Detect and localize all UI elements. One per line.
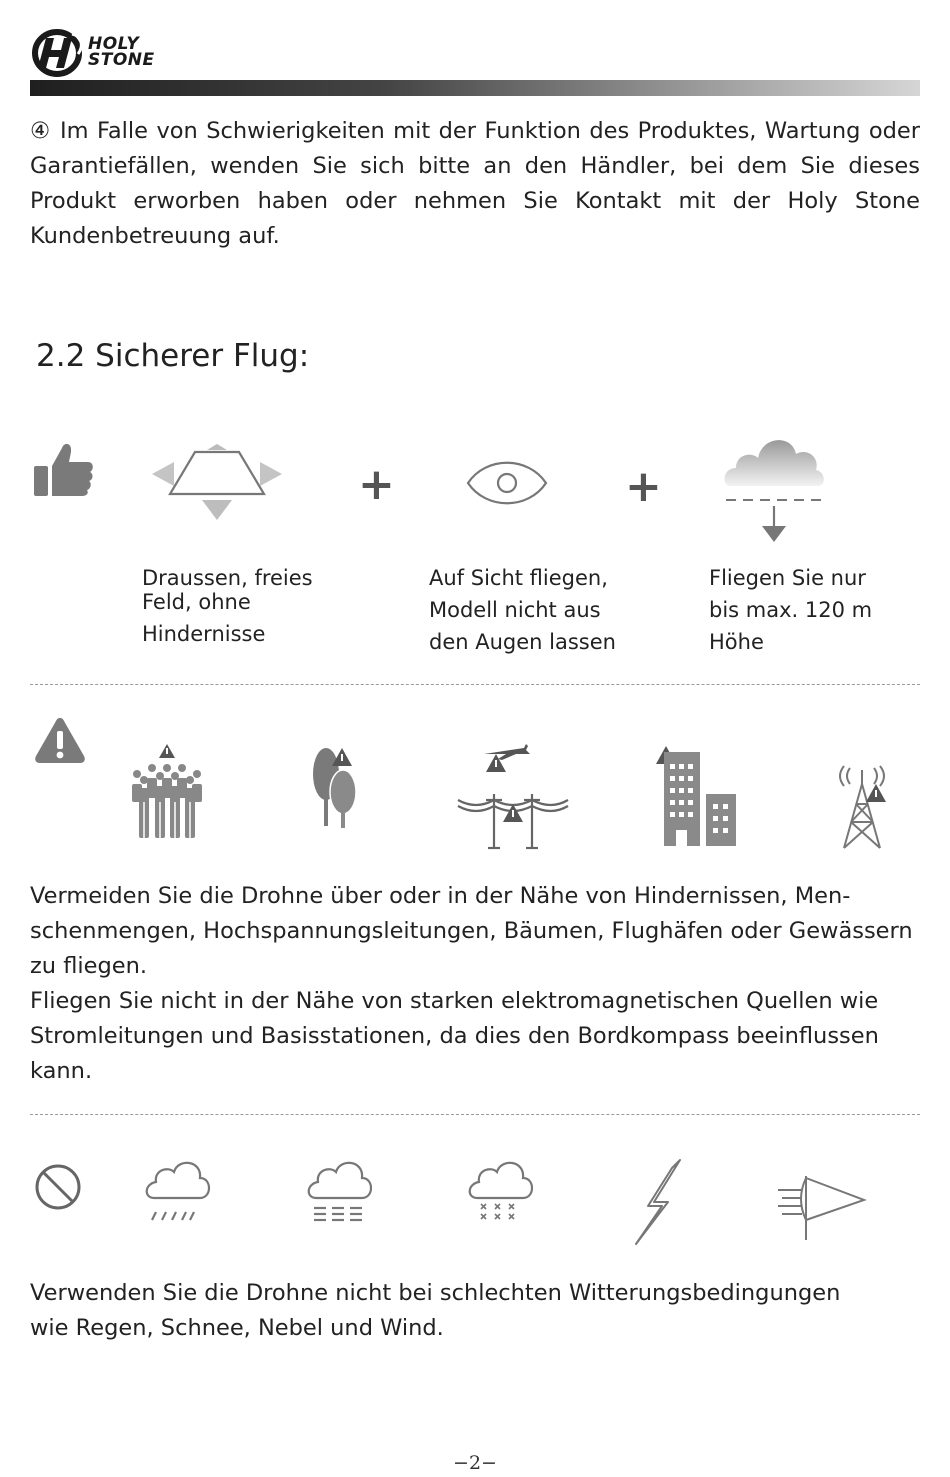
buildings-icon <box>656 744 738 846</box>
caption-max-altitude <box>709 562 872 658</box>
warning-icon <box>34 716 86 764</box>
weather-paragraph <box>30 1276 920 1346</box>
intro-paragraph <box>30 114 920 254</box>
altitude-cloud-icon <box>722 430 826 546</box>
caption-line: Hindernisse <box>142 622 266 646</box>
eye-icon <box>466 460 548 506</box>
paragraph-line: schenmengen, Hochspannungsleitungen, Bäumen, Flughäfen oder Gewässern <box>30 918 913 944</box>
caption-open-field <box>142 566 313 647</box>
paragraph-line: zu fliegen. <box>30 953 148 979</box>
power-lines-airplane-icon <box>456 744 570 850</box>
brand-wordmark <box>88 36 155 68</box>
lightning-icon <box>632 1158 692 1246</box>
windsock-icon <box>776 1170 868 1242</box>
paragraph-line: kann. <box>30 1058 93 1084</box>
plus-icon: + <box>358 459 395 510</box>
caption-line: Auf Sicht fliegen, <box>429 566 608 590</box>
paragraph-line: wie Regen, Schnee, Nebel und Wind. <box>30 1315 444 1341</box>
prohibited-icon <box>34 1163 82 1211</box>
caption-line: Fliegen Sie nur <box>709 566 866 590</box>
holy-stone-logo-icon <box>32 28 86 78</box>
divider <box>30 684 920 685</box>
caption-line: bis max. 120 m <box>709 598 873 622</box>
radio-tower-icon <box>836 764 888 850</box>
plus-icon-2: + <box>625 461 662 512</box>
crowd-icon <box>130 742 204 838</box>
fog-cloud-icon <box>306 1156 374 1226</box>
page-number: −2− <box>453 1452 497 1474</box>
paragraph-line: Fliegen Sie nicht in der Nähe von starken elektromagnetischen Quellen wie <box>30 988 879 1014</box>
caption-line: den Augen lassen <box>429 630 616 654</box>
thumbs-up-icon <box>34 440 94 498</box>
caption-line: Draussen, freies <box>142 566 313 590</box>
brand-wordmark-line2: STONE <box>88 50 155 70</box>
caption-line-of-sight <box>429 562 616 658</box>
obstacles-paragraph <box>30 879 920 1089</box>
header-gradient-bar <box>30 80 920 96</box>
caption-line: Höhe <box>709 630 764 654</box>
rain-cloud-icon <box>144 1156 212 1226</box>
section-title: 2.2 Sicherer Flug: <box>36 338 310 374</box>
trees-icon <box>312 746 358 828</box>
caption-line: Modell nicht aus <box>429 598 601 622</box>
divider <box>30 1114 920 1115</box>
paragraph-line: Verwenden Sie die Drohne nicht bei schlechten Witterungsbedingungen <box>30 1280 841 1306</box>
open-field-icon <box>152 450 282 522</box>
snow-cloud-icon <box>467 1156 535 1226</box>
brand-wordmark-line1: HOLY <box>88 34 140 54</box>
paragraph-line: Vermeiden Sie die Drohne über oder in der Nähe von Hindernissen, Men- <box>30 883 851 909</box>
paragraph-line: Stromleitungen und Basisstationen, da dies den Bordkompass beeinflussen <box>30 1023 879 1049</box>
intro-last-line: Kundenbetreuung auf. <box>30 223 280 249</box>
intro-text: ④ Im Falle von Schwierigkeiten mit der Funktion des Produktes, Wartung oder Garantiefällen, wenden Sie sich bitte an den Händler, bei dem Sie dieses Produkt erworben haben oder nehmen Sie Kontakt mit der Holy Stone <box>30 118 920 214</box>
caption-line: Feld, ohne <box>142 590 251 614</box>
